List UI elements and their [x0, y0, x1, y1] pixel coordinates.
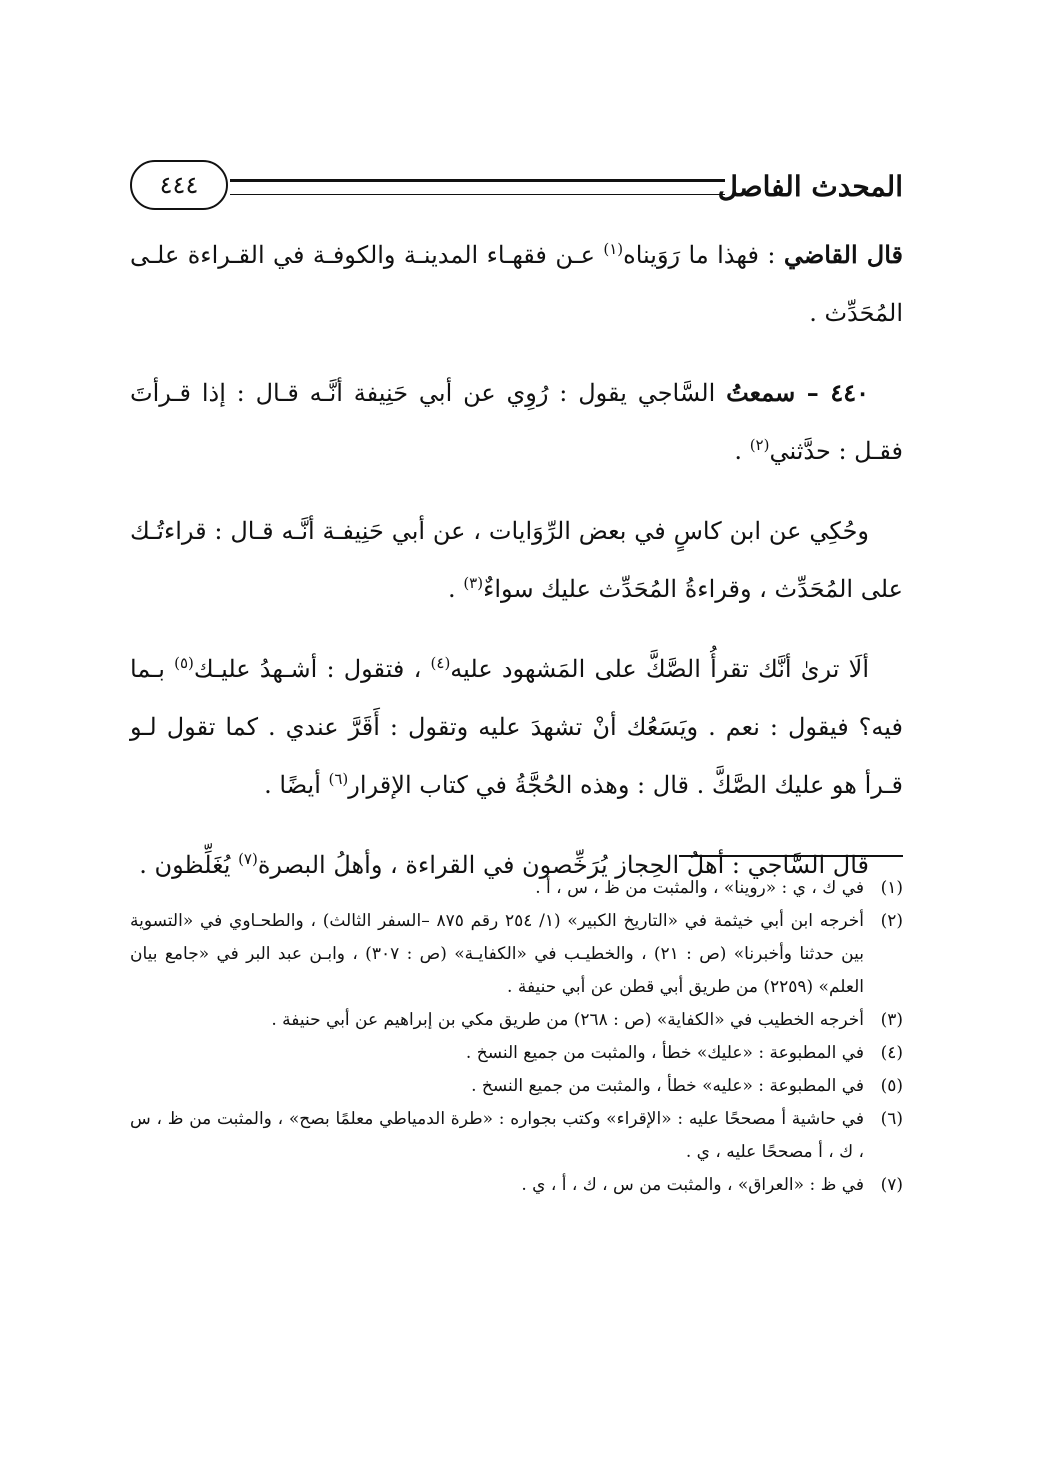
footnotes	[130, 872, 903, 1202]
footnote-4: (٤) في المطبوعة : «عليك» خطأ ، والمثبت من جميع النسخ .	[130, 1037, 903, 1070]
footnote-number: (٢)	[880, 911, 903, 931]
paragraph-3: وحُكِي عن ابن كاسٍ في بعض الرِّوَايات ، عن أبي حَنِيفـة أنَّـه قـال : قراءتُـك على المُحَدِّث ، وقراءةُ المُحَدِّث عليك سواءٌ$^{(٣)}$ .	[130, 517, 903, 603]
footnote-ref-4[interactable]: (٤)	[430, 654, 451, 672]
footnote-1: (١) في ك ، ي : «روينا» ، والمثبت من ظ ، س ، أ .	[130, 872, 903, 905]
speaker-label: قال القاضي	[783, 240, 904, 269]
footnote-ref-5[interactable]: (٥)	[174, 654, 194, 672]
footnote-ref-1[interactable]: (١)	[603, 240, 624, 258]
footnote-number: (٦)	[880, 1109, 903, 1129]
paragraph-440: ٤٤٠ – سمعتُ السَّاجي يقول : رُوِي عن أبي حَنِيفة أنَّـه قـال : إذا قـرأتَ فقـل : حدَّثني$^{(٢)}$ .	[130, 378, 903, 465]
paragraph-4: ألَا ترىٰ أنَّك تقرأُ الصَّكَّ على المَشهود عليه$^{(٤)}$ ، فتقول : أشـهدُ عليـك$^{(٥)}$ بـما فيه؟ فيقول : نعم . ويَسَعُك أنْ تشهدَ عليه وتقول : أَقَرَّ عندي . كما تقول لـو قـرأ هو عليك الصَّكَّ . قال : وهذه الحُجَّةُ في كتاب الإقرار$^{(٦)}$ أيضًا .	[130, 654, 903, 799]
footnote-3: (٣) أخرجه الخطيب في «الكفاية» (ص : ٢٦٨) من طريق مكي بن إبراهيم عن أبي حنيفة .	[130, 1004, 903, 1037]
main-text	[130, 226, 903, 916]
footnote-number: (٣)	[880, 1010, 903, 1030]
footnote-number: (٥)	[880, 1076, 903, 1096]
narration-lead: سمعتُ	[726, 378, 796, 407]
footnote-ref-2[interactable]: (٢)	[749, 436, 770, 454]
footnote-number: (١)	[880, 878, 903, 898]
footnote-separator	[679, 855, 903, 857]
footnote-ref-6[interactable]: (٦)	[328, 770, 349, 788]
paragraph-1: قال القاضي : فهذا ما رَوَيناه$^{(١)}$ عـن فقهـاء المدينـة والكوفـة في القـراءة علـى المُحَدِّث .	[130, 240, 904, 327]
paragraph-5: قال السَّاجي : أهلُ الحِجاز يُرَخِّصون في القراءة ، وأهلُ البصرة$^{(٧)}$ يُغَلِّظون .	[139, 850, 869, 879]
running-header	[130, 158, 903, 216]
narration-number: ٤٤٠	[830, 378, 869, 407]
header-double-rule	[230, 179, 725, 195]
footnote-6: (٦) في حاشية أ مصححًا عليه : «الإقراء» وكتب بجواره : «طرة الدمياطي معلمًا بصح» ، والمثبت من ظ ، س ، ك ، أ مصححًا عليه ، ي .	[130, 1103, 903, 1169]
footnote-ref-7[interactable]: (٧)	[238, 850, 258, 868]
footnote-2: (٢) أخرجه ابن أبي خيثمة في «التاريخ الكبير» (١/ ٢٥٤ رقم ٨٧٥ –السفر الثالث) ، والطحـاوي في «التسوية بين حدثنا وأخبرنا» (ص : ٢١) ، والخطيـب في «الكفايـة» (ص : ٣٠٧) ، وابـن عبد البر في «جامع بيان العلم» (٢٢٥٩) من طريق أبي قطن عن أبي حنيفة .	[130, 905, 903, 1004]
book-title: المحدث الفاصل	[717, 170, 903, 203]
page-number-badge: ٤٤٤	[130, 160, 228, 210]
footnote-5: (٥) في المطبوعة : «عليه» خطأ ، والمثبت من جميع النسخ .	[130, 1070, 903, 1103]
footnote-number: (٧)	[880, 1175, 903, 1195]
footnote-7: (٧) في ظ : «العراق» ، والمثبت من س ، ك ، أ ، ي .	[130, 1169, 903, 1202]
footnote-number: (٤)	[880, 1043, 903, 1063]
footnote-ref-3[interactable]: (٣)	[463, 574, 484, 592]
